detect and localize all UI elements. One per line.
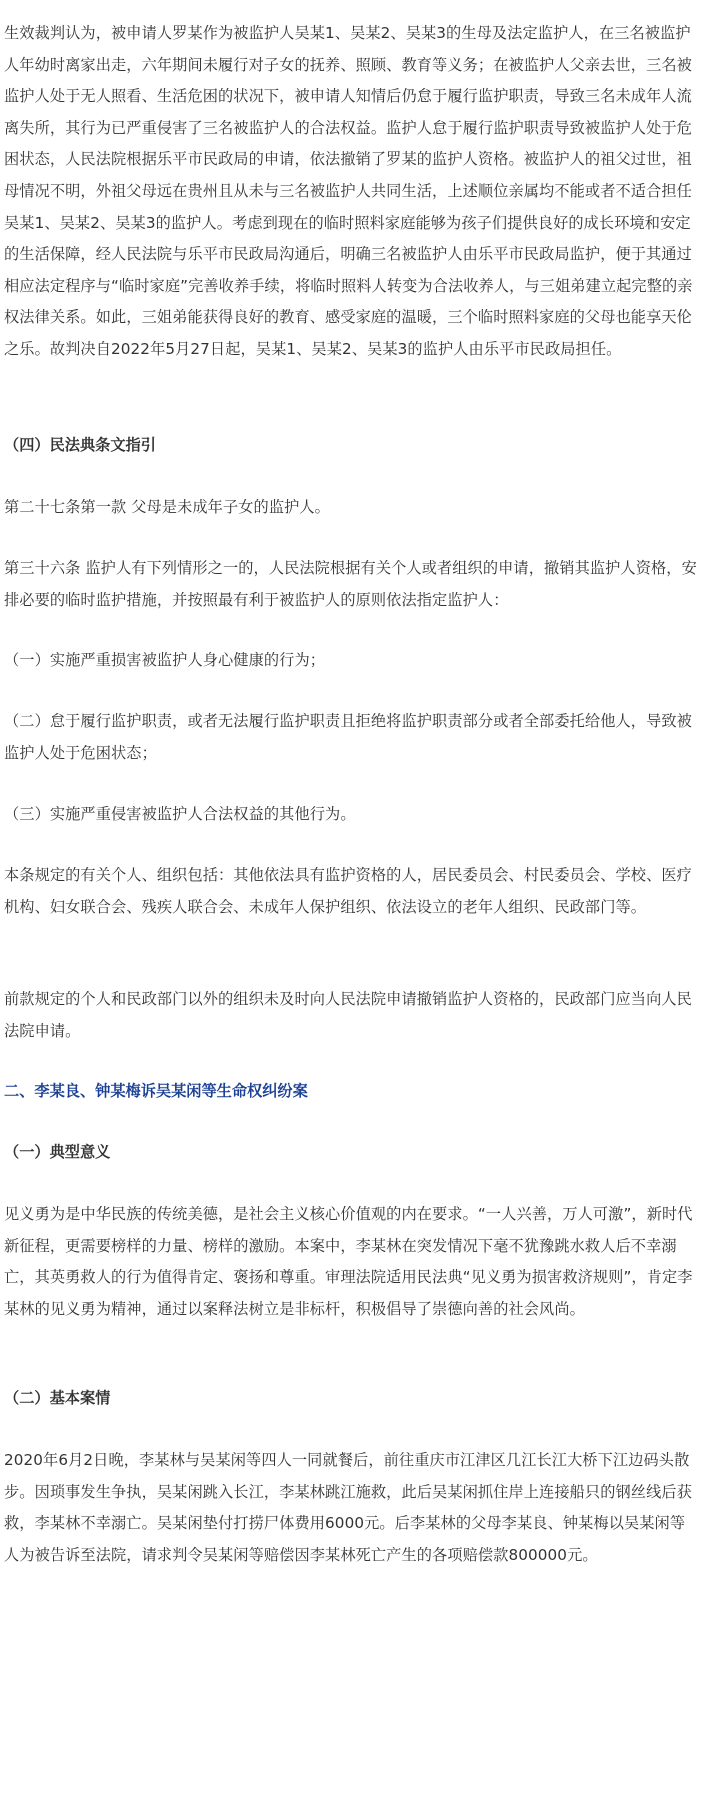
basic-facts-paragraph: 2020年6月2日晚，李某林与吴某闲等四人一同就餐后，前往重庆市江津区几江长江大桥下江边码头散步。因琐事发生争执，吴某闲跳入长江，李某林跳江施救，此后吴某闲抓住岸上连接船只的钢丝线后获救，李某林不幸溺亡。吴某闲垫付打捞尸体费用6000元。后李某林的父母李某良、钟某梅以吴某闲等人为被告诉至法院，请求判令吴某闲等赔偿因李某林死亡产生的各项赔偿款800000元。 [4, 1451, 692, 1564]
civil-affairs-application-paragraph: 前款规定的个人和民政部门以外的组织未及时向人民法院申请撤销监护人资格的，民政部门应当向人民法院申请。 [4, 990, 692, 1040]
basic-facts-heading: （二）基本案情 [4, 1389, 111, 1407]
article-27-paragraph: 第二十七条第一款 父母是未成年子女的监护人。 [4, 498, 330, 516]
civil-code-guide-heading: （四）民法典条文指引 [4, 436, 156, 454]
case-2-title: 二、李某良、钟某梅诉吴某闲等生命权纠纷案 [4, 1082, 308, 1100]
typical-significance-paragraph: 见义勇为是中华民族的传统美德，是社会主义核心价值观的内在要求。“一人兴善，万人可激”，新时代新征程，更需要榜样的力量、榜样的激励。本案中，李某林在突发情况下毫不犹豫跳水救人后不幸溺亡，其英勇救人的行为值得肯定、褒扬和尊重。审理法院适用民法典“见义勇为损害救济规则”，肯定李某林的见义勇为精神，通过以案释法树立是非标杆，积极倡导了崇德向善的社会风尚。 [4, 1205, 693, 1318]
typical-significance-heading: （一）典型意义 [4, 1143, 111, 1161]
article-36-paragraph: 第三十六条 监护人有下列情形之一的，人民法院根据有关个人或者组织的申请，撤销其监护人资格，安排必要的临时监护措施，并按照最有利于被监护人的原则依法指定监护人： [4, 559, 697, 609]
article-36-item-3: （三）实施严重侵害被监护人合法权益的其他行为。 [4, 805, 356, 823]
article-36-item-1: （一）实施严重损害被监护人身心健康的行为； [4, 651, 326, 669]
relevant-organizations-paragraph: 本条规定的有关个人、组织包括：其他依法具有监护资格的人，居民委员会、村民委员会、学校、医疗机构、妇女联合会、残疾人联合会、未成年人保护组织、依法设立的老年人组织、民政部门等。 [4, 866, 692, 916]
judgment-reasoning-paragraph: 生效裁判认为，被申请人罗某作为被监护人吴某1、吴某2、吴某3的生母及法定监护人，在三名被监护人年幼时离家出走，六年期间未履行对子女的抚养、照顾、教育等义务；在被监护人父亲去世，三名被监护人处于无人照看、生活危困的状况下，被申请人知情后仍怠于履行监护职责，导致三名未成年人流离失所，其行为已严重侵害了三名被监护人的合法权益。监护人怠于履行监护职责导致被监护人处于危困状态，人民法院根据乐平市民政局的申请，依法撤销了罗某的监护人资格。被监护人的祖父过世，祖母情况不明，外祖父母远在贵州且从未与三名被监护人共同生活，上述顺位亲属均不能或者不适合担任吴某1、吴某2、吴某3的监护人。考虑到现在的临时照料家庭能够为孩子们提供良好的成长环境和安定的生活保障，经人民法院与乐平市民政局沟通后，明确三名被监护人由乐平市民政局监护，便于其通过相应法定程序与“临时家庭”完善收养手续，将临时照料人转变为合法收养人，与三姐弟建立起完整的亲权法律关系。如此，三姐弟能获得良好的教育、感受家庭的温暖，三个临时照料家庭的父母也能享天伦之乐。故判决自2022年5月27日起，吴某1、吴某2、吴某3的监护人由乐平市民政局担任。 [4, 24, 693, 358]
article-36-item-2: （二）怠于履行监护职责，或者无法履行监护职责且拒绝将监护职责部分或者全部委托给他人，导致被监护人处于危困状态； [4, 712, 692, 762]
